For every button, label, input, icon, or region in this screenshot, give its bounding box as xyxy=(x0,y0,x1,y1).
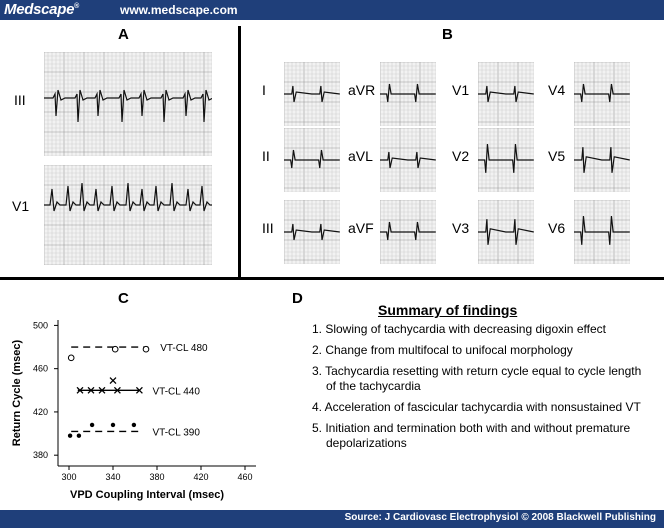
summary-title: Summary of findings xyxy=(378,302,518,318)
data-point xyxy=(112,346,118,352)
panel-b-label: B xyxy=(442,26,453,43)
twelve-lead-strip xyxy=(478,128,534,192)
twelve-lead-strip xyxy=(380,128,436,192)
ecg-strip-lead-v1 xyxy=(44,165,212,265)
twelve-lead-strip xyxy=(478,62,534,126)
y-tick-label: 380 xyxy=(32,450,48,461)
series-label: VT-CL 440 xyxy=(152,386,200,398)
findings-list xyxy=(312,322,652,457)
data-point xyxy=(90,423,94,427)
twelve-lead-label: aVR xyxy=(348,82,376,98)
twelve-lead-label: aVF xyxy=(348,220,374,236)
data-point xyxy=(110,378,116,384)
panel-d-label: D xyxy=(292,290,303,307)
twelve-lead-strip xyxy=(284,62,340,126)
top-banner xyxy=(0,0,664,20)
twelve-lead-label: I xyxy=(262,82,266,98)
twelve-lead-label: II xyxy=(262,148,270,164)
data-point xyxy=(143,346,149,352)
x-tick-label: 420 xyxy=(193,472,209,482)
y-tick-label: 420 xyxy=(32,406,48,417)
finding-item: 1. Slowing of tachycardia with decreasing digoxin effect xyxy=(312,322,606,336)
twelve-lead-label: III xyxy=(262,220,274,236)
x-tick-label: 460 xyxy=(237,472,253,482)
twelve-lead-label: V1 xyxy=(452,82,470,98)
footer-bar xyxy=(0,510,664,528)
data-point xyxy=(68,434,72,438)
return-cycle-chart xyxy=(0,284,290,508)
finding-item: 3. Tachycardia resetting with return cycle equal to cycle length of the tachycardia xyxy=(312,364,642,393)
twelve-lead-label: V2 xyxy=(452,148,470,164)
twelve-lead-label: V5 xyxy=(548,148,566,164)
series-label: VT-CL 390 xyxy=(152,427,200,439)
medscape-logo[interactable]: Medscape® xyxy=(4,1,79,18)
ecg-strip-lead-iii xyxy=(44,52,212,156)
data-point xyxy=(68,355,74,361)
x-axis-label: VPD Coupling Interval (msec) xyxy=(69,489,225,501)
site-url[interactable]: www.medscape.com xyxy=(120,3,238,17)
twelve-lead-label: aVL xyxy=(348,148,373,164)
twelve-lead-strip xyxy=(284,200,340,264)
y-tick-label: 500 xyxy=(32,320,48,331)
twelve-lead-label: V4 xyxy=(548,82,566,98)
twelve-lead-strip xyxy=(574,128,630,192)
data-point xyxy=(77,434,81,438)
panel-a-lead-label: V1 xyxy=(12,198,30,214)
twelve-lead-strip xyxy=(574,200,630,264)
data-point xyxy=(111,423,115,427)
finding-item: 2. Change from multifocal to unifocal morphology xyxy=(312,343,573,357)
y-tick-label: 460 xyxy=(32,363,48,374)
twelve-lead-label: V3 xyxy=(452,220,470,236)
twelve-lead-strip xyxy=(380,200,436,264)
finding-item: 4. Acceleration of fascicular tachycardia with nonsustained VT xyxy=(312,400,641,414)
x-tick-label: 340 xyxy=(105,472,121,482)
source-citation: Source: J Cardiovasc Electrophysiol © 2008 Blackwell Publishing xyxy=(344,512,656,523)
twelve-lead-strip xyxy=(574,62,630,126)
x-tick-label: 300 xyxy=(61,472,77,482)
x-tick-label: 380 xyxy=(149,472,165,482)
twelve-lead-strip xyxy=(478,200,534,264)
y-axis-label: Return Cycle (msec) xyxy=(11,339,23,447)
twelve-lead-strip xyxy=(380,62,436,126)
twelve-lead-label: V6 xyxy=(548,220,566,236)
panel-a-lead-label: III xyxy=(14,92,26,108)
panel-c-label: C xyxy=(118,290,129,307)
finding-item: 5. Initiation and termination both with and without premature depolarizations xyxy=(312,421,631,450)
panel-a-label: A xyxy=(118,26,129,43)
data-point xyxy=(132,423,136,427)
twelve-lead-strip xyxy=(284,128,340,192)
series-label: VT-CL 480 xyxy=(160,343,208,355)
vertical-divider xyxy=(238,26,241,278)
horizontal-divider xyxy=(0,277,664,280)
